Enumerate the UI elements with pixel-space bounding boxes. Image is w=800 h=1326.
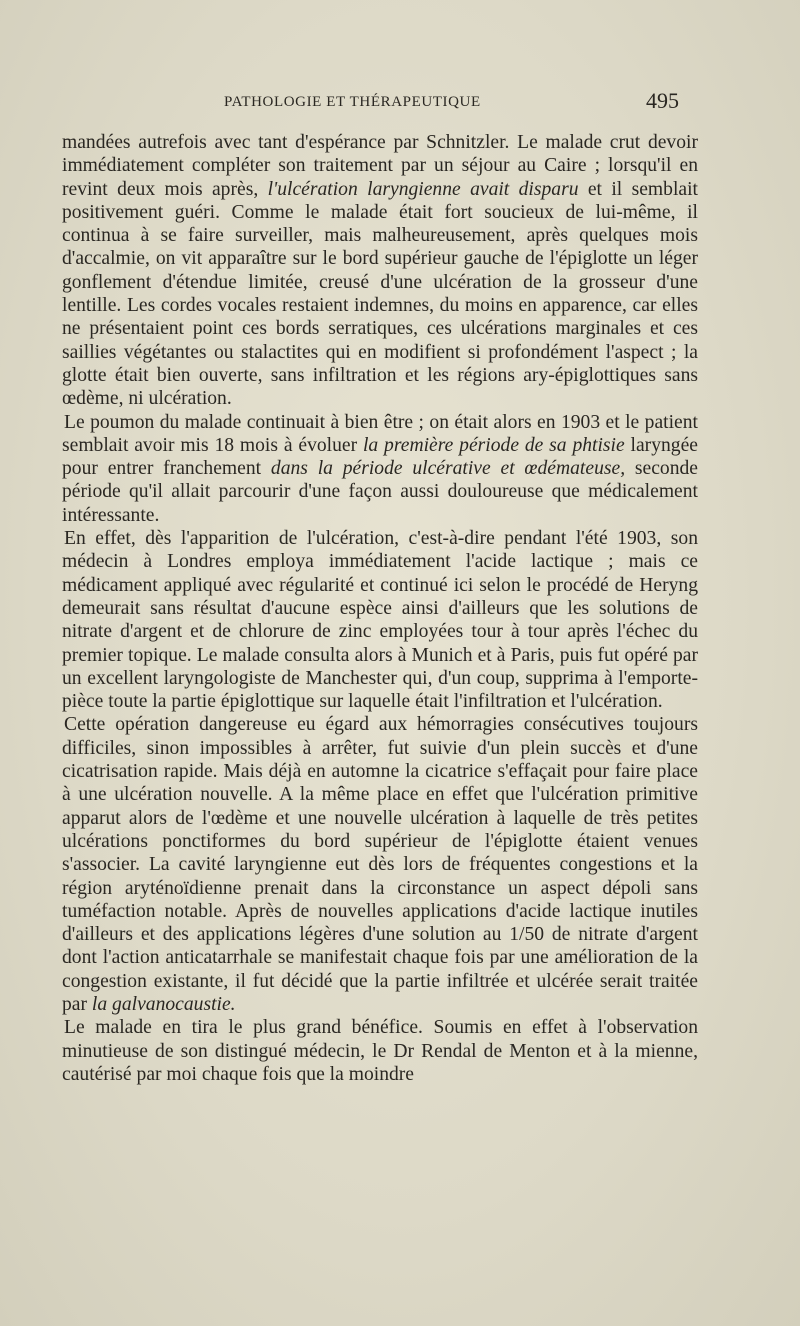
paragraph-2-italic-a: la première période de sa phtisie <box>362 434 625 456</box>
paragraph-2 <box>62 411 698 527</box>
paragraph-2-text-b: laryngée pour entrer franchement <box>62 434 698 480</box>
paragraph-1-italic: l'ulcération laryngienne avait disparu <box>267 178 579 200</box>
paragraph-2-text-c: seconde période qu'il allait parcourir d'une façon aussi douloureuse que médicalement intéressante. <box>62 458 698 526</box>
paragraph-3: En effet, dès l'apparition de l'ulcération, c'est-à-dire pendant l'été 1903, son médecin à Londres employa immédiatement l'acide lactique ; mais ce médicament appliqué avec régularité et continué ici selon le procédé de Heryng demeurait sans résultat d'aucune espèce ainsi d'ailleurs que les solutions de nitrate d'argent et de chlorure de zinc employées tour à tour après l'échec du premier topique. Le malade consulta alors à Munich et à Paris, puis fut opéré par un excellent laryngologiste de Manchester qui, d'un coup, supprima à l'emporte-pièce toute la partie épiglottique sur laquelle était l'infiltration et l'ulcération. <box>62 528 698 713</box>
running-title: PATHOLOGIE ET THÉRAPEUTIQUE <box>224 94 481 110</box>
paragraph-4-italic: la galvanocaustie. <box>91 993 236 1015</box>
page-number: 495 <box>646 88 679 113</box>
paragraph-2-text-a: Le poumon du malade continuait à bien être ; on était alors en 1903 et le patient semblait avoir mis 18 mois à évoluer <box>62 411 698 456</box>
body-text <box>62 131 698 1086</box>
paragraph-1-text-b: et il semblait positivement guéri. Comme le malade était fort soucieux de lui-même, il continua à se faire surveiller, mais malheureusement, après quelques mois d'accalmie, on vit apparaître sur le bord supérieur gauche de l'épiglotte un léger gonflement d'étendue limitée, creusé d'une ulcération de la grosseur d'une lentille. Les cordes vocales restaient indemnes, du moins en apparence, car elles ne présentaient point ces bords serratiques, ces ulcérations marginales et ces saillies végétantes ou stalactites qui en modifient si profondément l'aspect ; la glotte était bien ouverte, sans infiltration et les régions ary-épiglottiques sans œdème, ni ulcération. <box>62 178 698 410</box>
paragraph-4 <box>62 713 698 1016</box>
paragraph-1 <box>62 131 698 411</box>
paragraph-2-italic-b: dans la période ulcérative et œdémateuse, <box>270 458 626 480</box>
paragraph-5: Le malade en tira le plus grand bénéfice. Soumis en effet à l'observation minutieuse de son distingué médecin, le Dr Rendal de Menton et à la mienne, cautérisé par moi chaque fois que la moindre <box>62 1017 698 1085</box>
page-header <box>0 88 800 118</box>
paragraph-4-text-a: Cette opération dangereuse eu égard aux hémorragies consécutives toujours difficiles, sinon impossibles à arrêter, fut suivie d'un plein succès et d'une cicatrisation rapide. Mais déjà en automne la cicatrice s'effaçait pour faire place à une ulcération nouvelle. A la même place en effet que l'ulcération primitive apparut alors de l'œdème et une nouvelle ulcération à laquelle de très petites ulcérations ponctiformes du bord supérieur de l'épiglotte étaient venues s'associer. La cavité laryngienne eut dès lors de fréquentes congestions et la région aryténoïdienne prenait dans la circonstance un aspect dépoli sans tuméfaction notable. Après de nouvelles applications d'acide lactique inutiles d'ailleurs et des applications légères d'une solution au 1/50 de nitrate d'argent dont l'action anticatarrhale se manifestait chaque fois par une amélioration de la congestion existante, il fut décidé que la partie infiltrée et ulcérée serait traitée par <box>62 714 698 1015</box>
paragraph-1-text-a: mandées autrefois avec tant d'espérance par Schnitzler. Le malade crut devoir immédiatement compléter son traitement par un séjour au Caire ; lorsqu'il en revint deux mois après, <box>62 132 698 200</box>
